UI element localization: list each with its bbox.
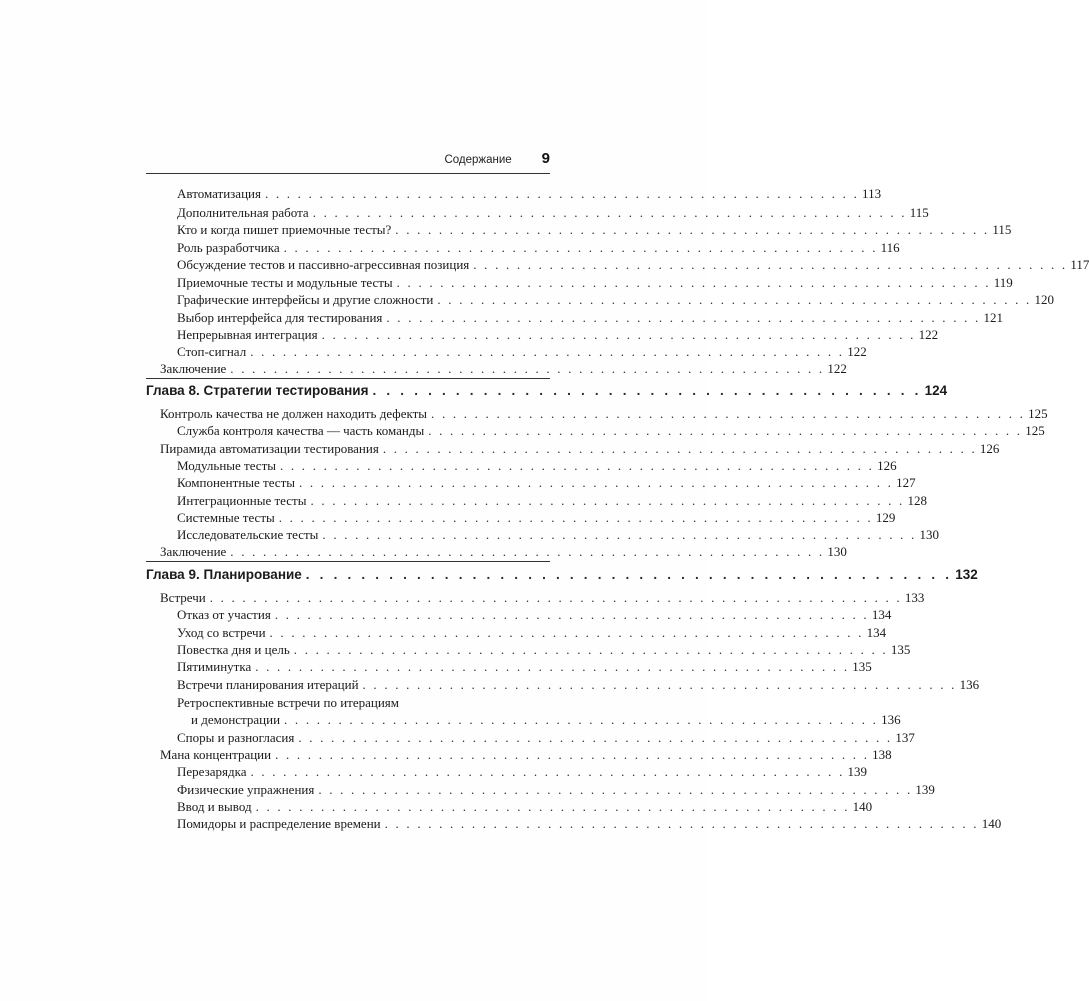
toc-entry-page: 140 bbox=[981, 816, 1002, 831]
toc-entry-page: 113 bbox=[862, 186, 882, 201]
toc-entry-title: Встречи bbox=[160, 590, 206, 605]
toc-entry-title: Кто и когда пишет приемочные тесты? bbox=[177, 222, 392, 237]
toc-entry-page: 134 bbox=[866, 625, 887, 640]
toc-entry[interactable] bbox=[146, 205, 929, 221]
dot-leader: . . . . . . . . . . . . . . . . . . . . . . . . . . . . . . . . . . . . . . . . . . . . . . . . . . . . . . . bbox=[293, 642, 888, 657]
toc-entry-title: Физические упражнения bbox=[177, 782, 315, 797]
toc-entry[interactable] bbox=[146, 782, 935, 798]
toc-entry-title: Встречи планирования итераций bbox=[177, 677, 359, 692]
toc-entry-title: Графические интерфейсы и другие сложности bbox=[177, 292, 434, 307]
toc-entry-page: 130 bbox=[919, 527, 939, 542]
toc-entry[interactable] bbox=[146, 677, 980, 693]
toc-entry[interactable] bbox=[146, 222, 1012, 238]
header-rule bbox=[146, 173, 550, 174]
toc-entry-title: Компонентные тесты bbox=[177, 475, 295, 490]
dot-leader: . . . . . . . . . . . . . . . . . . . . . . . . . . . . . . . . . . . . . . . . . . . . . . . . . . . . . . . bbox=[298, 730, 893, 745]
toc-entry-title: Системные тесты bbox=[177, 510, 275, 525]
toc-entry[interactable] bbox=[146, 361, 847, 377]
toc-entry[interactable] bbox=[146, 816, 1002, 832]
dot-leader: . . . . . . . . . . . . . . . . . . . . . . . . . . . . . . . . . . . . . . . . . . . . . . . . . . . . . . . bbox=[312, 205, 907, 220]
toc-entry-page: 115 bbox=[909, 205, 929, 220]
toc-entry-page: 129 bbox=[875, 510, 896, 525]
dot-leader: . . . . . . . . . . . . . . . . . . . . . . . . . . . . . . . . . . . . . . . . . . . . . . . . . . . . . . . bbox=[250, 764, 845, 779]
toc-entry-title: Контроль качества не должен находить дефекты bbox=[160, 406, 428, 421]
toc-entry-page: 116 bbox=[880, 240, 900, 255]
toc-entry-page: 135 bbox=[852, 659, 872, 674]
toc-entry-title: Перезарядка bbox=[177, 764, 247, 779]
toc-entry-page: 121 bbox=[983, 310, 1003, 325]
toc-entry[interactable] bbox=[146, 441, 1000, 457]
toc-entry-title-line2: и демонстрации bbox=[191, 712, 281, 727]
toc-entry-title: Повестка дня и цель bbox=[177, 642, 290, 657]
dot-leader: . . . . . . . . . . . . . . . . . . . . . . . . . . . . . . . . . . . . . . . . . . . . . . . . . . . . . . . bbox=[386, 310, 981, 325]
toc-entry-title: Заключение bbox=[160, 361, 227, 376]
toc-entry-title: Споры и разногласия bbox=[177, 730, 295, 745]
toc-entry[interactable] bbox=[146, 257, 1089, 273]
toc-entry-page: 125 bbox=[1028, 406, 1048, 421]
toc-entry-title: Приемочные тесты и модульные тесты bbox=[177, 275, 393, 290]
dot-leader: . . . . . . . . . . . . . . . . . . . . . . . . . . . . . . . . . . . . . . . . . . . . . . . . . . . . . . . bbox=[318, 782, 913, 797]
page-number: 9 bbox=[541, 150, 550, 167]
toc-entry[interactable] bbox=[146, 406, 1048, 422]
toc-entry-page: 128 bbox=[907, 493, 928, 508]
dot-leader: . . . . . . . . . . . . . . . . . . . . . . . . . . . . . . . . . . . . . . . . . . . . . . . . . . . . . . . bbox=[264, 186, 860, 201]
toc-entry[interactable] bbox=[146, 186, 882, 202]
toc-entry[interactable] bbox=[146, 458, 897, 474]
toc-entry-page: 137 bbox=[895, 730, 915, 745]
toc-entry[interactable] bbox=[146, 423, 1045, 439]
toc-entry-page: 125 bbox=[1025, 423, 1045, 438]
toc-entry-title: Заключение bbox=[160, 544, 227, 559]
toc-entry[interactable] bbox=[146, 527, 939, 543]
dot-leader: . . . . . . . . . . . . . . . . . . . . . . . . . . . . . . . . . . . . . . . . . . . . . . . . . . . . . . . bbox=[269, 625, 864, 640]
chapter-rule bbox=[146, 561, 550, 562]
toc-entry-title: Автоматизация bbox=[177, 186, 261, 201]
toc-entry-page: 120 bbox=[1034, 292, 1054, 307]
toc-entry-page: 138 bbox=[872, 747, 892, 762]
toc-entry-page: 133 bbox=[904, 590, 925, 605]
toc-entry-title: Помидоры и распределение времени bbox=[177, 816, 381, 831]
chapter-page: 124 bbox=[924, 383, 948, 398]
dot-leader: . . . . . . . . . . . . . . . . . . . . . . . . . . . . . . . . . . . . . . . . . . . . . . . . . . . . . . . bbox=[274, 607, 869, 622]
toc-entry[interactable] bbox=[146, 799, 873, 815]
toc-entry-page: 139 bbox=[915, 782, 935, 797]
toc-entry-title: Модульные тесты bbox=[177, 458, 276, 473]
toc-entry-title: Уход со встречи bbox=[177, 625, 266, 640]
dot-leader: . . . . . . . . . . . . . . . . . . . . . . . . . . . . . . . . . . . . . . . . . . . . . . . . . . . . . . . bbox=[278, 510, 873, 525]
toc-entry-page: 136 bbox=[881, 712, 901, 727]
dot-leader: . . . . . . . . . . . . . . . . . . . . . . . . . . . . . . . . . . . . . . . . . . . . . . . . . . . . . . . bbox=[250, 344, 845, 359]
toc-entry[interactable] bbox=[146, 747, 892, 763]
toc-entry-page: 122 bbox=[918, 327, 939, 342]
toc-entry-title-line1[interactable]: Ретроспективные встречи по итерациям bbox=[177, 695, 399, 710]
toc-entry[interactable] bbox=[146, 712, 901, 728]
dot-leader: . . . . . . . . . . . . . . . . . . . . . . . . . . . . . . . . . . . . . . . . . . . . . . . . . . . . . . . . . . . . . . . . bbox=[209, 590, 902, 605]
toc-entry[interactable] bbox=[146, 344, 867, 360]
toc-entry-page: 126 bbox=[979, 441, 1000, 456]
toc-entry-page: 130 bbox=[827, 544, 847, 559]
toc-entry[interactable] bbox=[146, 292, 1054, 308]
toc-entry-title: Выбор интерфейса для тестирования bbox=[177, 310, 383, 325]
toc-entry[interactable] bbox=[146, 590, 925, 606]
dot-leader: . . . . . . . . . . . . . . . . . . . . . . . . . . . . . . . . . . . . . . . . bbox=[372, 383, 922, 398]
toc-entry-page: 122 bbox=[827, 361, 847, 376]
toc-entry-page: 139 bbox=[847, 764, 868, 779]
toc-entry[interactable] bbox=[146, 764, 868, 780]
toc-entry-title: Стоп-сигнал bbox=[177, 344, 247, 359]
chapter-page: 132 bbox=[955, 567, 978, 582]
dot-leader: . . . . . . . . . . . . . . . . . . . . . . . . . . . . . . . . . . . . . . . . . . . . . . . . . . . . . . . bbox=[395, 222, 990, 237]
toc-entry-title: Исследовательские тесты bbox=[177, 527, 319, 542]
toc-entry[interactable] bbox=[146, 625, 887, 641]
chapter-title: Глава 8. Стратегии тестирования bbox=[146, 383, 369, 398]
toc-entry[interactable] bbox=[146, 475, 916, 491]
dot-leader: . . . . . . . . . . . . . . . . . . . . . . . . . . . . . . . . . . . . . . . . . . . . . . . . . . . . . . . bbox=[396, 275, 991, 290]
dot-leader: . . . . . . . . . . . . . . . . . . . . . . . . . . . . . . . . . . . . . . . . . . . . . . . . . . . . . . . bbox=[284, 712, 879, 727]
toc-entry[interactable] bbox=[146, 730, 915, 746]
toc-entry-title: Пирамида автоматизации тестирования bbox=[160, 441, 379, 456]
toc-entry-title: Дополнительная работа bbox=[177, 205, 309, 220]
toc-chapter-8[interactable] bbox=[146, 383, 948, 399]
toc-entry-title: Служба контроля качества — часть команды bbox=[177, 423, 425, 438]
dot-leader: . . . . . . . . . . . . . . . . . . . . . . . . . . . . . . . . . . . . . . . . . . . . . . . . . . . . . . . bbox=[473, 257, 1068, 272]
section-name: Содержание bbox=[444, 154, 512, 166]
toc-entry[interactable] bbox=[146, 642, 911, 658]
dot-leader: . . . . . . . . . . . . . . . . . . . . . . . . . . . . . . . . . . . . . . . . . . . . . . . . . . . . . . . bbox=[230, 361, 825, 376]
toc-entry[interactable] bbox=[146, 275, 1013, 291]
toc-entry-page: 135 bbox=[890, 642, 911, 657]
dot-leader: . . . . . . . . . . . . . . . . . . . . . . . . . . . . . . . . . . . . . . . . . . . . . . . bbox=[305, 567, 953, 582]
toc-entry[interactable] bbox=[146, 310, 1003, 326]
dot-leader: . . . . . . . . . . . . . . . . . . . . . . . . . . . . . . . . . . . . . . . . . . . . . . . . . . . . . . . bbox=[230, 544, 825, 559]
toc-entry[interactable] bbox=[146, 240, 900, 256]
dot-leader: . . . . . . . . . . . . . . . . . . . . . . . . . . . . . . . . . . . . . . . . . . . . . . . . . . . . . . . bbox=[382, 441, 977, 456]
toc-entry[interactable] bbox=[146, 510, 896, 526]
toc-entry-title: Мана концентрации bbox=[160, 747, 272, 762]
toc-entry-title: Отказ от участия bbox=[177, 607, 271, 622]
toc-entry[interactable] bbox=[146, 659, 872, 675]
toc-entry-title: Обсуждение тестов и пассивно-агрессивная позиция bbox=[177, 257, 470, 272]
toc-entry-page: 117 bbox=[1070, 257, 1089, 272]
dot-leader: . . . . . . . . . . . . . . . . . . . . . . . . . . . . . . . . . . . . . . . . . . . . . . . . . . . . . . . bbox=[322, 527, 917, 542]
toc-entry-page: 140 bbox=[852, 799, 873, 814]
toc-entry-title: Роль разработчика bbox=[177, 240, 280, 255]
dot-leader: . . . . . . . . . . . . . . . . . . . . . . . . . . . . . . . . . . . . . . . . . . . . . . . . . . . . . . . bbox=[431, 406, 1026, 421]
toc-entry-title: Ввод и вывод bbox=[177, 799, 252, 814]
dot-leader: . . . . . . . . . . . . . . . . . . . . . . . . . . . . . . . . . . . . . . . . . . . . . . . . . . . . . . . bbox=[384, 816, 979, 831]
toc-entry-title: Пятиминутка bbox=[177, 659, 252, 674]
toc-entry-title: Непрерывная интеграция bbox=[177, 327, 318, 342]
toc-entry-page: 126 bbox=[877, 458, 897, 473]
dot-leader: . . . . . . . . . . . . . . . . . . . . . . . . . . . . . . . . . . . . . . . . . . . . . . . . . . . . . . . bbox=[255, 659, 850, 674]
running-head bbox=[146, 150, 550, 170]
dot-leader: . . . . . . . . . . . . . . . . . . . . . . . . . . . . . . . . . . . . . . . . . . . . . . . . . . . . . . . bbox=[362, 677, 957, 692]
toc-entry[interactable] bbox=[146, 544, 847, 560]
dot-leader: . . . . . . . . . . . . . . . . . . . . . . . . . . . . . . . . . . . . . . . . . . . . . . . . . . . . . . . bbox=[283, 240, 878, 255]
dot-leader: . . . . . . . . . . . . . . . . . . . . . . . . . . . . . . . . . . . . . . . . . . . . . . . . . . . . . . . bbox=[321, 327, 916, 342]
chapter-title: Глава 9. Планирование bbox=[146, 567, 302, 582]
dot-leader: . . . . . . . . . . . . . . . . . . . . . . . . . . . . . . . . . . . . . . . . . . . . . . . . . . . . . . . bbox=[255, 799, 850, 814]
toc-entry-page: 127 bbox=[896, 475, 916, 490]
toc-entry-page: 122 bbox=[847, 344, 867, 359]
toc-entry[interactable] bbox=[146, 607, 892, 623]
toc-entry-page: 134 bbox=[871, 607, 892, 622]
toc-entry-page: 115 bbox=[992, 222, 1012, 237]
toc-entry[interactable] bbox=[146, 327, 939, 343]
toc-chapter-9[interactable] bbox=[146, 567, 978, 583]
dot-leader: . . . . . . . . . . . . . . . . . . . . . . . . . . . . . . . . . . . . . . . . . . . . . . . . . . . . . . . bbox=[437, 292, 1032, 307]
toc-entry[interactable] bbox=[146, 493, 928, 509]
toc-entry-title: Интеграционные тесты bbox=[177, 493, 307, 508]
chapter-rule bbox=[146, 378, 550, 379]
dot-leader: . . . . . . . . . . . . . . . . . . . . . . . . . . . . . . . . . . . . . . . . . . . . . . . . . . . . . . . bbox=[428, 423, 1023, 438]
dot-leader: . . . . . . . . . . . . . . . . . . . . . . . . . . . . . . . . . . . . . . . . . . . . . . . . . . . . . . . bbox=[275, 747, 870, 762]
toc-entry-page: 136 bbox=[959, 677, 980, 692]
dot-leader: . . . . . . . . . . . . . . . . . . . . . . . . . . . . . . . . . . . . . . . . . . . . . . . . . . . . . . . bbox=[280, 458, 875, 473]
dot-leader: . . . . . . . . . . . . . . . . . . . . . . . . . . . . . . . . . . . . . . . . . . . . . . . . . . . . . . . bbox=[299, 475, 894, 490]
dot-leader: . . . . . . . . . . . . . . . . . . . . . . . . . . . . . . . . . . . . . . . . . . . . . . . . . . . . . . . bbox=[310, 493, 905, 508]
toc-entry-page: 119 bbox=[993, 275, 1013, 290]
